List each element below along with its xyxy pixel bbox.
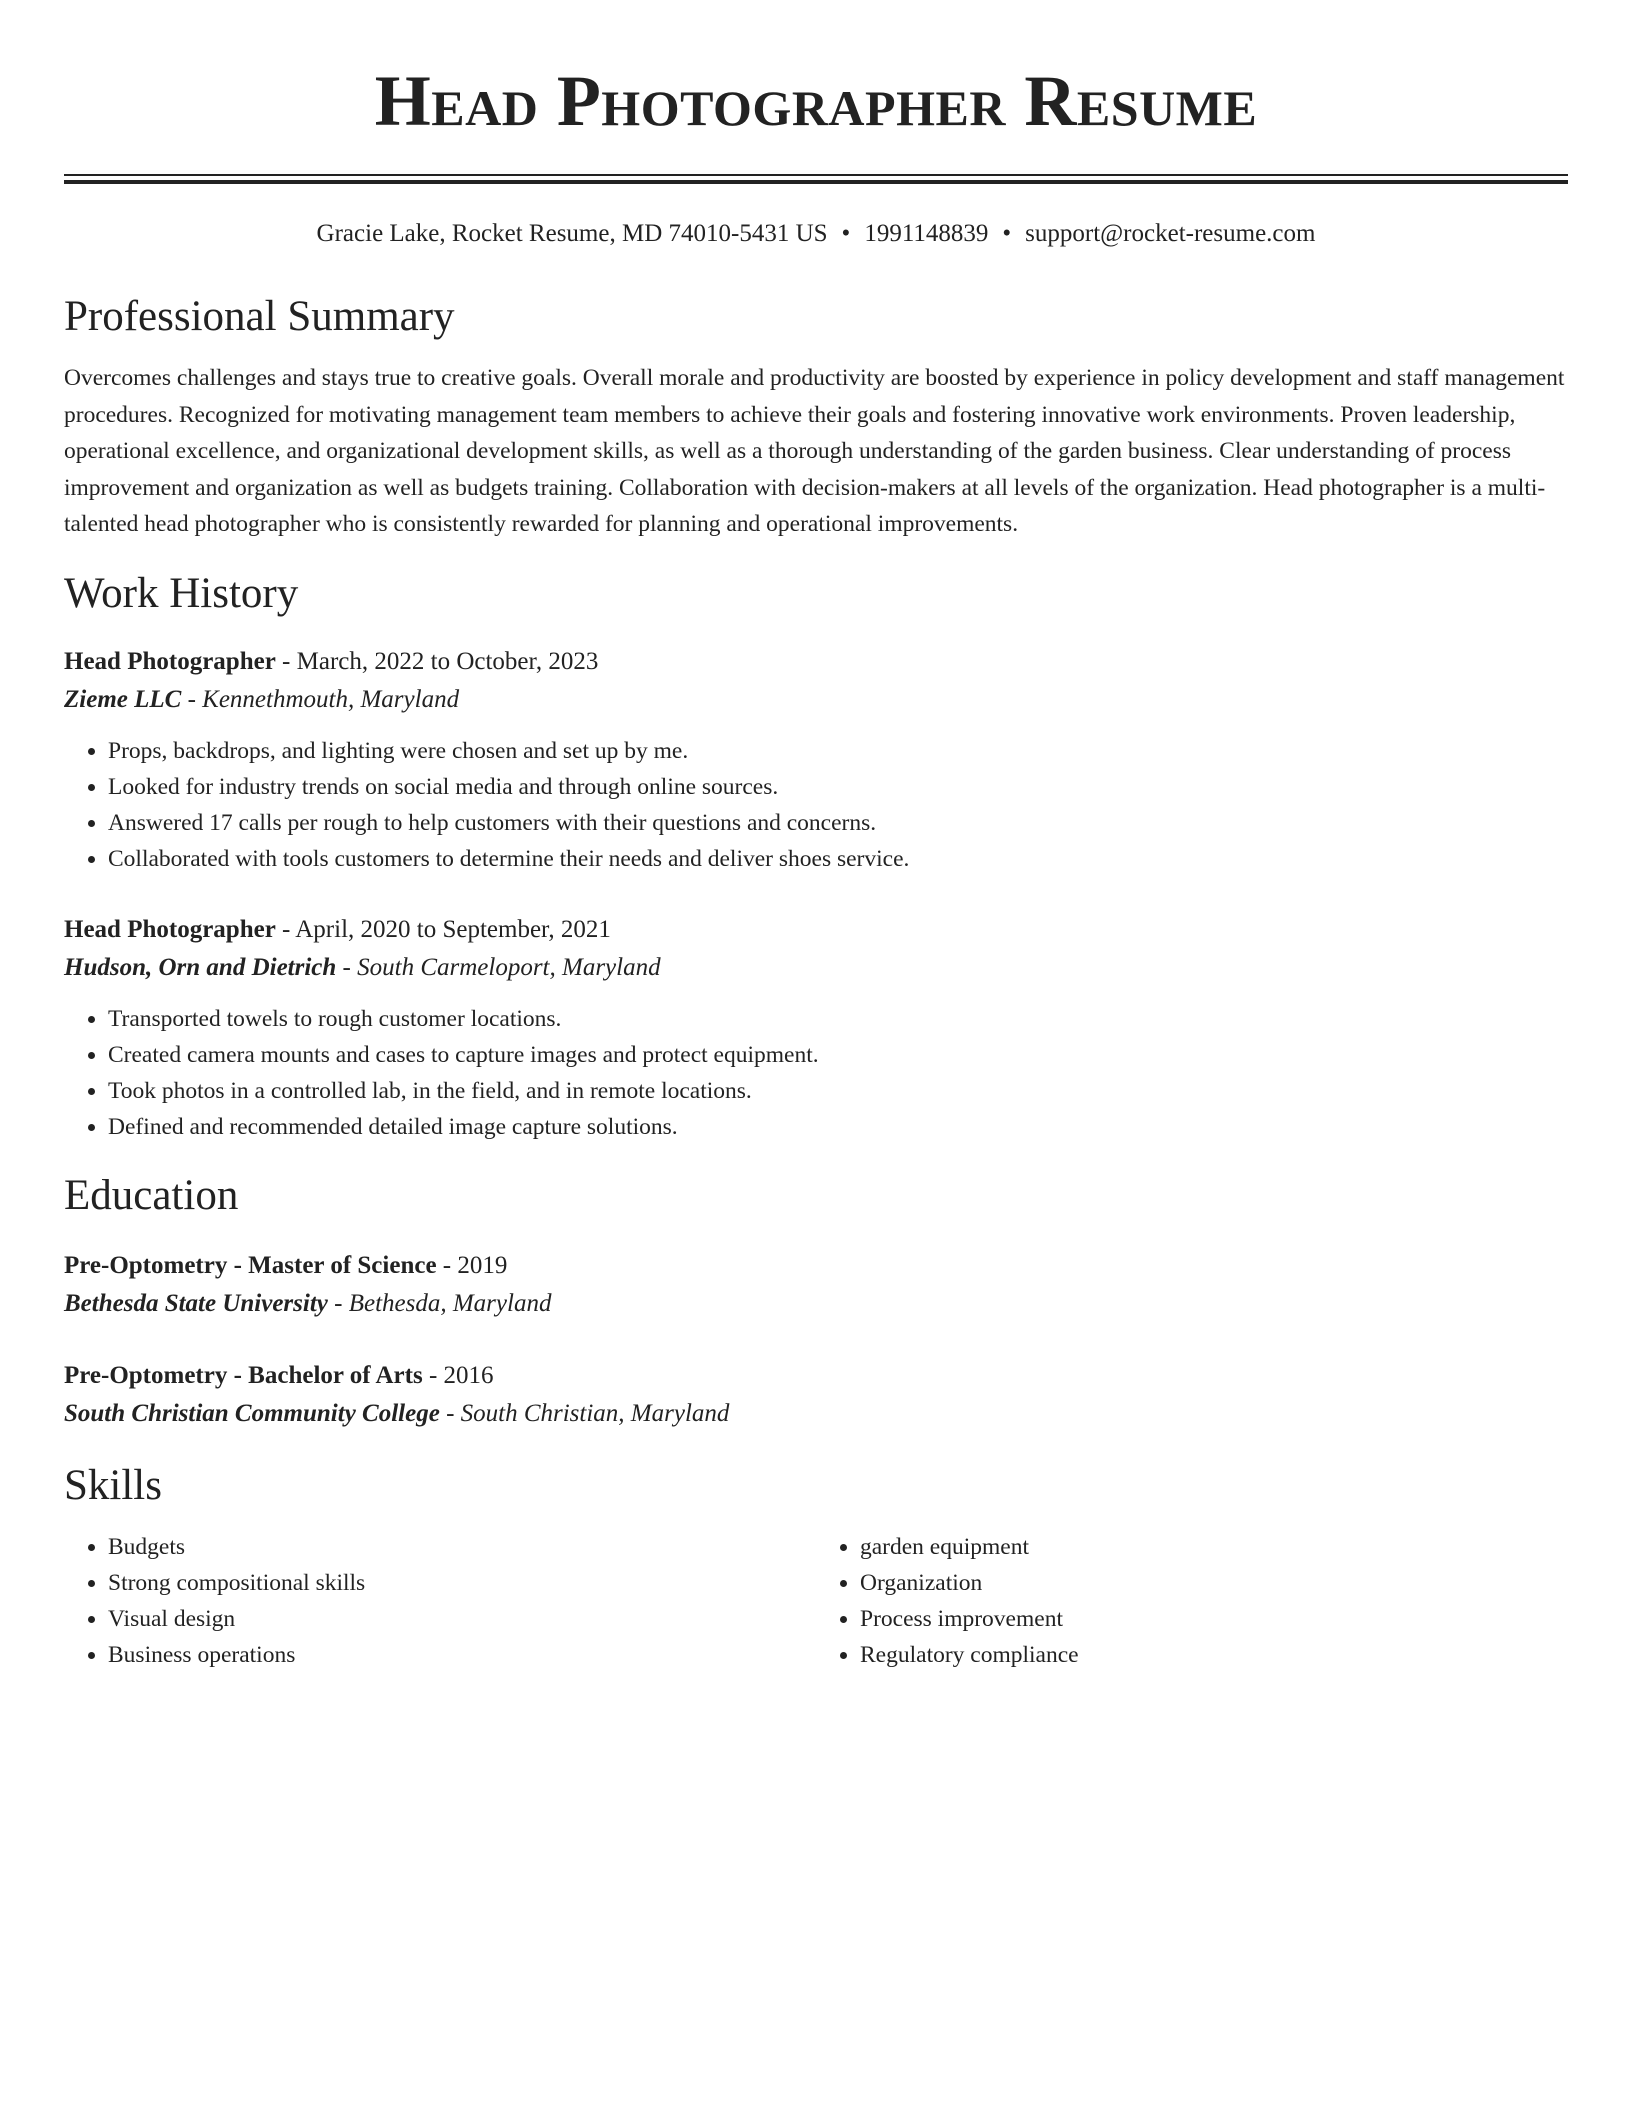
list-item: • Looked for industry trends on social media and through online sources. (108, 769, 1568, 805)
title-divider (64, 174, 1568, 184)
skill-item: • garden equipment (860, 1529, 1568, 1565)
school-name: South Christian Community College (64, 1399, 440, 1427)
degree-year: - 2016 (422, 1361, 494, 1389)
summary-text: Overcomes challenges and stays true to creative goals. Overall morale and productivity are boosted by experience in policy development and staff management procedures. Recognized for motivating management team members to achieve their goals and fostering innovative work environments. Proven leadership, operational excellence, and organizational development skills, as well as a thorough understanding of the garden business. Clear understanding of process improvement and organization as well as budgets training. Collaboration with decision-makers at all levels of the organization. Head photographer is a multi-talented head photographer who is consistently rewarded for planning and operational improvements. (64, 365, 1565, 537)
school-name: Bethesda State University (64, 1289, 328, 1317)
job-org-line (64, 681, 1568, 719)
school-line (64, 1395, 1568, 1433)
skill-item: • Strong compositional skills (108, 1565, 816, 1601)
skill-item: • Visual design (108, 1601, 816, 1637)
skill-item: • Regulatory compliance (860, 1637, 1568, 1673)
job-company: Hudson, Orn and Dietrich (64, 953, 337, 981)
job-dates: - April, 2020 to September, 2021 (275, 915, 611, 943)
job-location: - South Carmeloport, Maryland (336, 953, 661, 981)
job-dates: - March, 2022 to October, 2023 (275, 647, 599, 675)
education-heading: Education (64, 1171, 239, 1219)
job-bullets (64, 1001, 1568, 1145)
resume-title: Head Photographer Resume (374, 61, 1258, 141)
skill-item: • Budgets (108, 1529, 816, 1565)
contact-email: support@rocket-resume.com (1025, 220, 1316, 247)
degree-line (64, 1247, 1568, 1285)
job-entry (64, 911, 1568, 1145)
contact-separator: • (1002, 220, 1012, 247)
work-history-heading: Work History (64, 569, 299, 617)
school-line (64, 1285, 1568, 1323)
contact-separator: • (841, 220, 851, 247)
job-role-line (64, 911, 1568, 949)
job-company: Zieme LLC (64, 685, 182, 713)
contact-phone: 1991148839 (864, 220, 989, 247)
list-item: • Created camera mounts and cases to capture images and protect equipment. (108, 1037, 1568, 1073)
contact-line (64, 218, 1568, 250)
skill-item: • Process improvement (860, 1601, 1568, 1637)
job-title: Head Photographer (64, 915, 276, 943)
skill-item: • Organization (860, 1565, 1568, 1601)
list-item: • Answered 17 calls per rough to help customers with their questions and concerns. (108, 805, 1568, 841)
school-location: - Bethesda, Maryland (327, 1289, 552, 1317)
job-entry (64, 643, 1568, 877)
list-item: • Took photos in a controlled lab, in the field, and in remote locations. (108, 1073, 1568, 1109)
list-item: • Transported towels to rough customer locations. (108, 1001, 1568, 1037)
job-title: Head Photographer (64, 647, 276, 675)
degree-name: Pre-Optometry - Master of Science (64, 1251, 437, 1279)
list-item: • Props, backdrops, and lighting were chosen and set up by me. (108, 733, 1568, 769)
contact-address: Gracie Lake, Rocket Resume, MD 74010-5431 US (316, 220, 828, 247)
list-item: • Defined and recommended detailed image capture solutions. (108, 1109, 1568, 1145)
degree-name: Pre-Optometry - Bachelor of Arts (64, 1361, 423, 1389)
skills-heading: Skills (64, 1461, 162, 1509)
degree-year: - 2019 (436, 1251, 508, 1279)
job-org-line (64, 949, 1568, 987)
education-entry (64, 1357, 1568, 1433)
skills-column-left (64, 1529, 816, 1673)
degree-line (64, 1357, 1568, 1395)
skills-list (64, 1529, 1568, 1673)
skills-column-right (816, 1529, 1568, 1673)
job-bullets (64, 733, 1568, 877)
list-item: • Collaborated with tools customers to determine their needs and deliver shoes service. (108, 841, 1568, 877)
job-location: - Kennethmouth, Maryland (181, 685, 460, 713)
summary-heading: Professional Summary (64, 293, 455, 340)
skill-item: • Business operations (108, 1637, 816, 1673)
job-role-line (64, 643, 1568, 681)
school-location: - South Christian, Maryland (439, 1399, 730, 1427)
education-entry (64, 1247, 1568, 1323)
